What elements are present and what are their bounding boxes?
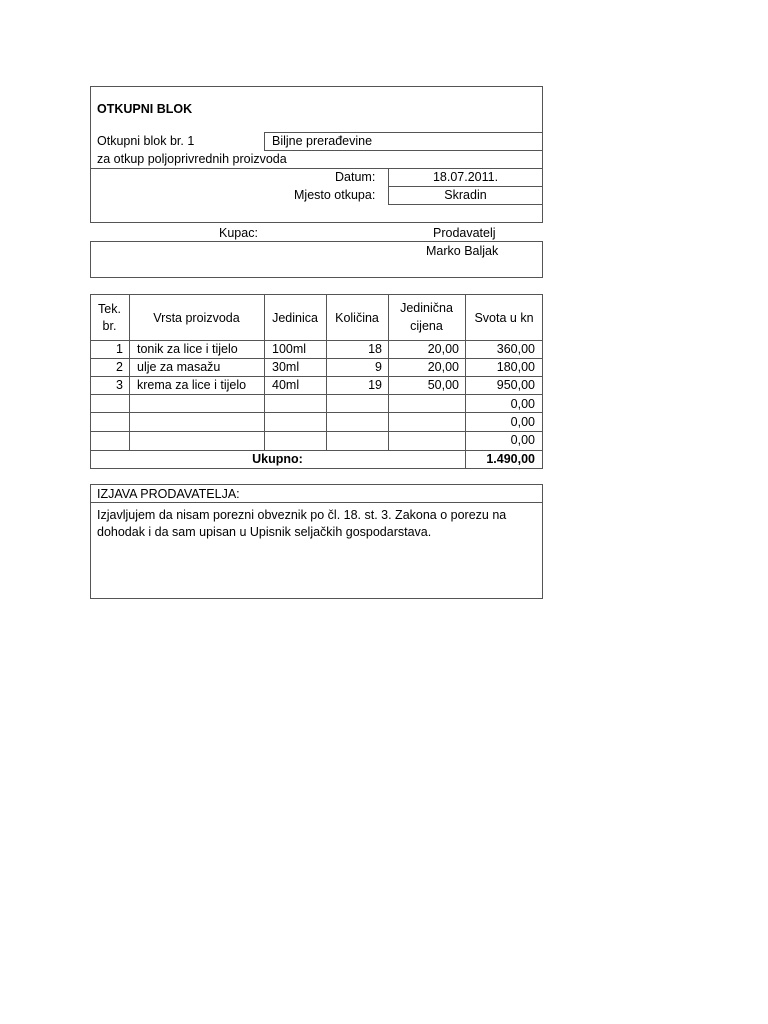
- place-value: Skradin: [444, 188, 487, 202]
- header-total: Svota u kn: [474, 311, 534, 325]
- row-1-total: 360,00: [496, 342, 535, 356]
- row-3-qty: 19: [368, 378, 382, 392]
- row-5-total: 0,00: [510, 415, 535, 429]
- row-1-unit: 100ml: [272, 342, 307, 356]
- statement-line-2: dohodak i da sam upisan u Upisnik seljačkih gospodarstava.: [97, 525, 432, 539]
- row-1-product: tonik za lice i tijelo: [137, 342, 238, 356]
- statement-line-1: Izjavljujem da nisam porezni obveznik po čl. 18. st. 3. Zakona o porezu na: [97, 508, 507, 522]
- header-price-line1: Jedinična: [400, 301, 453, 315]
- row-4-total: 0,00: [510, 397, 535, 411]
- row-divider: [90, 394, 543, 395]
- seller-name: Marko Baljak: [426, 244, 499, 258]
- block-number-label: Otkupni blok br. 1: [97, 134, 195, 148]
- sum-value: 1.490,00: [486, 452, 535, 466]
- row-3-no: 3: [116, 378, 123, 392]
- row-3-product: krema za lice i tijelo: [137, 378, 247, 392]
- category-value: Biljne prerađevine: [272, 134, 373, 148]
- category-underline: [264, 150, 543, 151]
- buyer-label: Kupac:: [219, 226, 258, 240]
- header-no-line1: Tek.: [98, 302, 121, 316]
- header-qty: Količina: [335, 311, 379, 325]
- statement-title: IZJAVA PRODAVATELJA:: [97, 487, 240, 501]
- row-2-price: 20,00: [427, 360, 459, 374]
- document-subtitle: za otkup poljoprivrednih proizvoda: [97, 152, 287, 166]
- document-title: OTKUPNI BLOK: [97, 102, 193, 116]
- row-1-price: 20,00: [427, 342, 459, 356]
- sum-label: Ukupno:: [252, 452, 303, 466]
- statement-title-line: [90, 502, 543, 503]
- row-1-qty: 18: [368, 342, 382, 356]
- row-3-price: 50,00: [427, 378, 459, 392]
- row-2-product: ulje za masažu: [137, 360, 221, 374]
- row-divider: [90, 412, 543, 413]
- place-label: Mjesto otkupa:: [294, 188, 376, 202]
- header-no-line2: br.: [102, 319, 117, 333]
- row-2-qty: 9: [375, 360, 382, 374]
- date-value: 18.07.2011.: [432, 170, 499, 184]
- header-price-line2: cijena: [410, 319, 443, 333]
- seller-label: Prodavatelj: [433, 226, 496, 240]
- row-3-unit: 40ml: [272, 378, 300, 392]
- row-1-no: 1: [116, 342, 123, 356]
- date-label: Datum:: [335, 170, 376, 184]
- row-2-total: 180,00: [496, 360, 535, 374]
- header-product: Vrsta proizvoda: [153, 311, 240, 325]
- row-2-no: 2: [116, 360, 123, 374]
- row-3-total: 950,00: [496, 378, 535, 392]
- row-6-total: 0,00: [510, 433, 535, 447]
- row-2-unit: 30ml: [272, 360, 300, 374]
- header-unit: Jedinica: [272, 311, 318, 325]
